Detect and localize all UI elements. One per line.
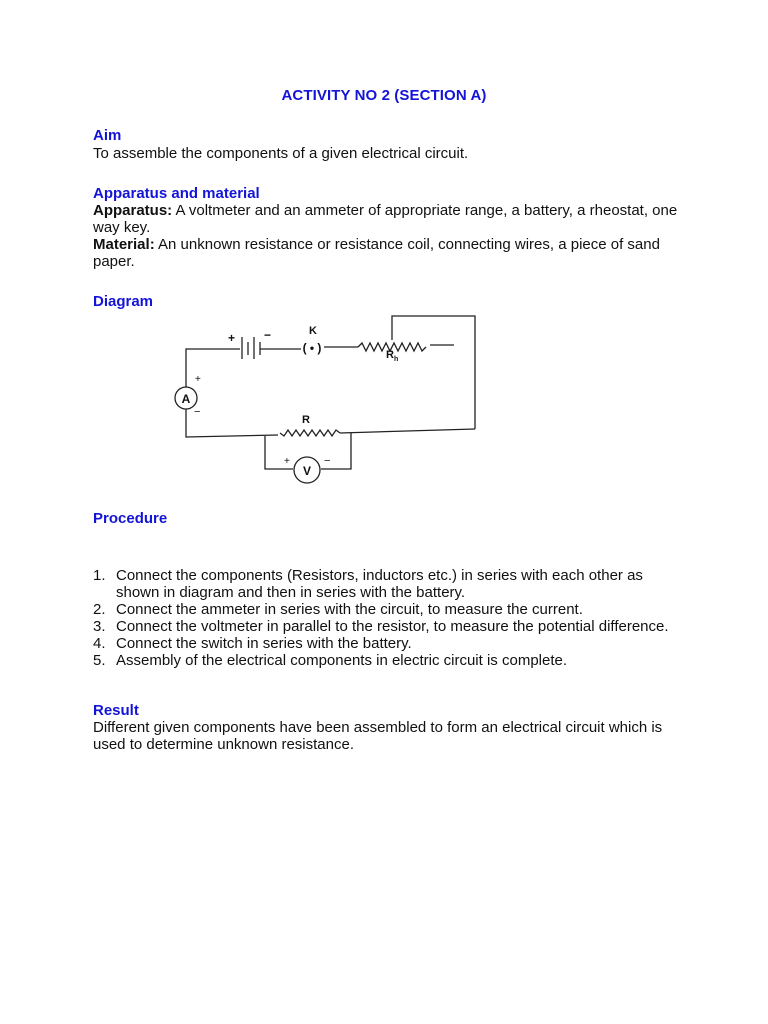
step-number: 5. [93,652,106,669]
voltmeter-plus: + [284,456,290,467]
step-number: 3. [93,618,106,635]
battery-plus: + [228,331,236,345]
diagram-heading: Diagram [93,293,154,310]
result-text: Different given components have been assembled to form an electrical circuit which is used to determine unknown resistance. [93,719,663,753]
aim-heading: Aim [93,127,122,144]
procedure-step [93,601,683,618]
rheostat-label-sub: h [393,356,399,363]
result-heading: Result [93,702,139,719]
wire-bottom-right [340,429,475,433]
procedure-step [93,635,683,652]
material-paragraph [93,236,683,270]
ammeter-minus: − [194,406,201,418]
rheostat-slider [392,316,475,429]
voltmeter-minus: − [324,455,331,467]
apparatus-heading: Apparatus and material [93,185,260,202]
rheostat-label [386,349,398,363]
step-text: Connect the voltmeter in parallel to the resistor, to measure the potential difference. [116,618,669,635]
apparatus-label: Apparatus: [93,202,173,219]
ammeter-plus: + [195,374,201,385]
material-label: Material: [93,236,155,253]
procedure-step [93,567,683,601]
step-text: Connect the components (Resistors, inductors etc.) in series with each other as shown in diagram and then in series with the battery. [116,567,643,601]
ammeter-label: A [181,392,191,406]
step-text: Connect the ammeter in series with the circuit, to measure the current. [116,601,583,618]
circuit-diagram [170,312,490,492]
battery-minus: − [264,328,272,342]
procedure-step [93,652,683,669]
rheostat-label-main: R [386,349,394,361]
step-number: 4. [93,635,106,652]
procedure-step [93,618,683,635]
step-number: 2. [93,601,106,618]
resistor-coil [280,430,340,436]
material-text: An unknown resistance or resistance coil, connecting wires, a piece of sand paper. [93,236,660,270]
aim-text: To assemble the components of a given electrical circuit. [93,145,469,162]
voltmeter-label: V [302,464,312,478]
procedure-heading: Procedure [93,510,168,527]
key-label: K [309,325,317,337]
step-number: 1. [93,567,106,584]
resistor-label: R [302,414,310,426]
step-text: Assembly of the electrical components in electric circuit is complete. [116,652,568,669]
procedure-list [93,567,683,669]
step-text: Connect the switch in series with the battery. [116,635,412,652]
key-symbol: ( • ) [302,341,322,355]
page-title: ACTIVITY NO 2 (SECTION A) [281,87,487,104]
apparatus-text: A voltmeter and an ammeter of appropriate range, a battery, a rheostat, one way key. [93,202,678,236]
apparatus-paragraph [93,202,683,236]
